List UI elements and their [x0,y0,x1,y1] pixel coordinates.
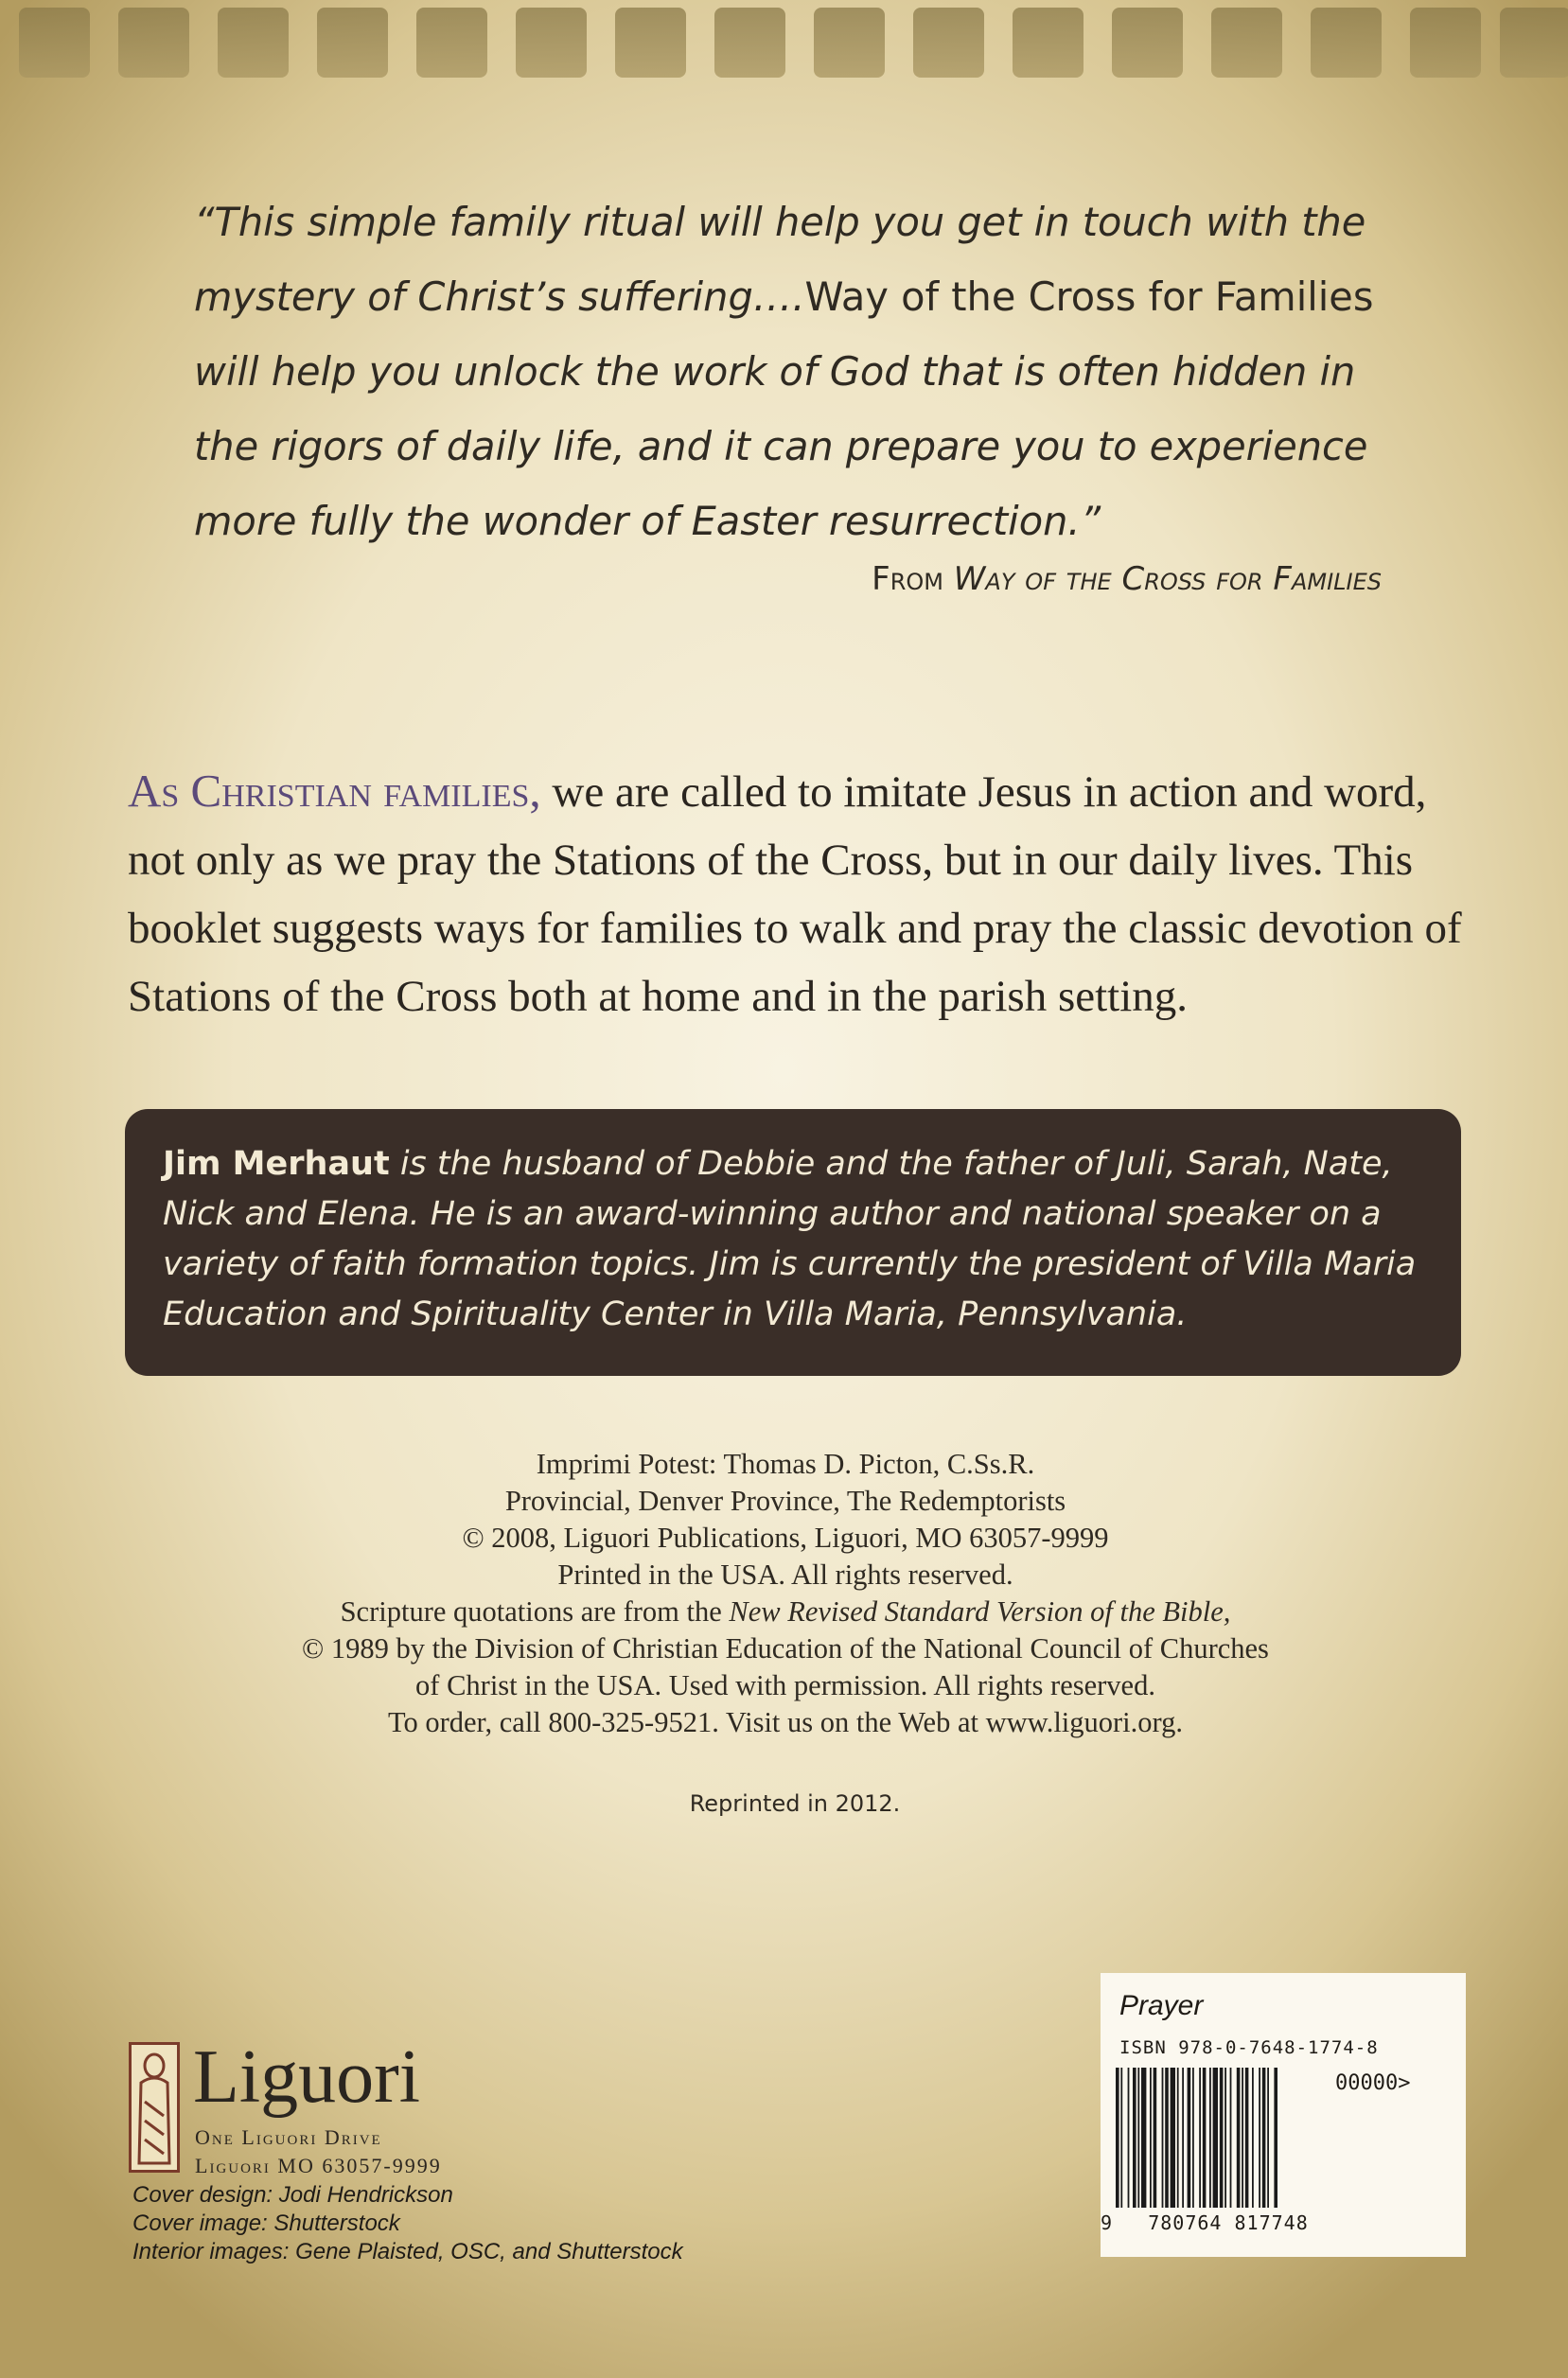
imprint-line: Provincial, Denver Province, The Redemptorists [504,1485,1066,1517]
film-cell [1500,8,1568,78]
barcode-bar [1220,2068,1224,2208]
isbn-text: ISBN 978-0-7648-1774-8 [1119,2037,1379,2058]
film-cell [1112,8,1183,78]
imprint-line: To order, call 800-325-9521. Visit us on the Web at www.liguori.org. [387,1706,1184,1738]
imprint-line: © 2008, Liguori Publications, Liguori, MO 63057-9999 [462,1522,1109,1554]
author-bio-text: is the husband of Debbie and the father of Juli, Sarah, Nate, Nick and Elena. He is an award-winning author and national speaker on a variety of faith formation topics. Jim is currently the president of Villa Maria Education and Spirituality Center in Villa Maria, Pennsylvania. [163,1145,1417,1333]
quote-source-prefix: From [872,560,954,598]
barcode-bar [1192,2068,1194,2208]
barcode-bar [1150,2068,1152,2208]
barcode-bar [1120,2068,1122,2208]
film-cell [1311,8,1382,78]
publisher-address-line: One Liguori Drive [195,2125,382,2149]
imprint-line [170,1594,1401,1630]
barcode-bar [1213,2068,1218,2208]
film-cell [118,8,189,78]
quote-source-title: Way of the Cross for Families [953,560,1382,598]
imprint-block [170,1446,1401,1741]
film-cell [317,8,388,78]
category-label: Prayer [1119,1990,1204,2021]
barcode-bar [1209,2068,1211,2208]
imprint-bible-title: New Revised Standard Version of the Bible, [729,1595,1231,1628]
imprint-scripture-prefix: Scripture quotations are from the [340,1595,730,1628]
liguori-logo-icon [129,2042,180,2173]
imprint-line: © 1989 by the Division of Christian Education of the National Council of Churches [302,1632,1269,1665]
reprint-note: Reprinted in 2012. [689,1790,901,1817]
quote-book-title: Way of the Cross for Families [804,273,1374,320]
barcode-bar [1116,2068,1119,2208]
barcode-bar [1224,2068,1226,2208]
film-cell [814,8,885,78]
description-text: we are called to imitate Jesus in action and word, not only as we pray the Stations of the Cross, but in our daily lives. This booklet suggests ways for families to walk and pray the classic devotion of Stations of the Cross both at home and in the parish setting. [128,767,1462,1021]
barcode-bar [1165,2068,1169,2208]
barcode-bar [1162,2068,1164,2208]
author-bio-box [125,1109,1461,1376]
film-cell [19,8,90,78]
film-cell [218,8,289,78]
barcode-bar [1133,2068,1136,2208]
barcode-bar [1237,2068,1241,2208]
credit-cover-design: Cover design: Jodi Hendrickson [132,2182,453,2208]
barcode-bar [1128,2068,1130,2208]
imprint-line: Imprimi Potest: Thomas D. Picton, C.Ss.R. [536,1448,1035,1480]
ean-digits: 780764 817748 [1148,2211,1309,2234]
barcode-bar [1203,2068,1207,2208]
barcode-bar [1245,2068,1249,2208]
price-code: 00000> [1335,2071,1411,2095]
barcode-bar [1188,2068,1191,2208]
barcode-bar [1137,2068,1139,2208]
credits-block [132,2181,890,2266]
barcode-bar [1259,2068,1260,2208]
imprint-line: of Christ in the USA. Used with permission. All rights reserved. [415,1669,1155,1701]
author-name: Jim Merhaut [163,1145,390,1183]
quote-part-2: will help you unlock the work of God that is often hidden in the rigors of daily life, and it can prepare you to experience more fully the wonder of Easter resurrection.” [194,348,1368,544]
barcode-bar [1267,2068,1269,2208]
publisher-name: Liguori [193,2035,420,2119]
barcode-bars [1116,2068,1333,2210]
credit-interior-images: Interior images: Gene Plaisted, OSC, and Shutterstock [132,2239,683,2264]
publisher-block [125,2035,787,2186]
ean-first-digit: 9 [1101,2211,1113,2234]
film-cell [516,8,587,78]
description-lead-in: As Christian families, [128,765,541,817]
barcode-bar [1171,2068,1175,2208]
barcode-bar [1274,2068,1277,2208]
barcode-label [1101,1973,1466,2257]
imprint-line: Printed in the USA. All rights reserved. [557,1559,1013,1591]
barcode-bar [1252,2068,1254,2208]
barcode-bar [1141,2068,1146,2208]
film-strip-decoration [0,0,1568,90]
barcode-bar [1242,2068,1243,2208]
credit-cover-image: Cover image: Shutterstock [132,2211,400,2236]
description-paragraph [128,757,1462,1030]
barcode-bar [1230,2068,1232,2208]
film-cell [1013,8,1084,78]
film-cell [1410,8,1481,78]
barcode-bar [1262,2068,1266,2208]
publisher-address-line: Liguori MO 63057-9999 [195,2154,442,2177]
quote-part-1: “This simple family ritual will help you get in touch with the mystery of Christ’s suffering…. [194,199,1366,320]
barcode-bar [1177,2068,1179,2208]
film-cell [913,8,984,78]
film-cell [714,8,785,78]
film-cell [416,8,487,78]
pull-quote [194,185,1386,558]
quote-source [662,560,1382,598]
barcode-bar [1154,2068,1157,2208]
saint-figure-icon [132,2045,177,2170]
film-cell [615,8,686,78]
film-cell [1211,8,1282,78]
barcode-bar [1199,2068,1201,2208]
barcode-bar [1182,2068,1184,2208]
